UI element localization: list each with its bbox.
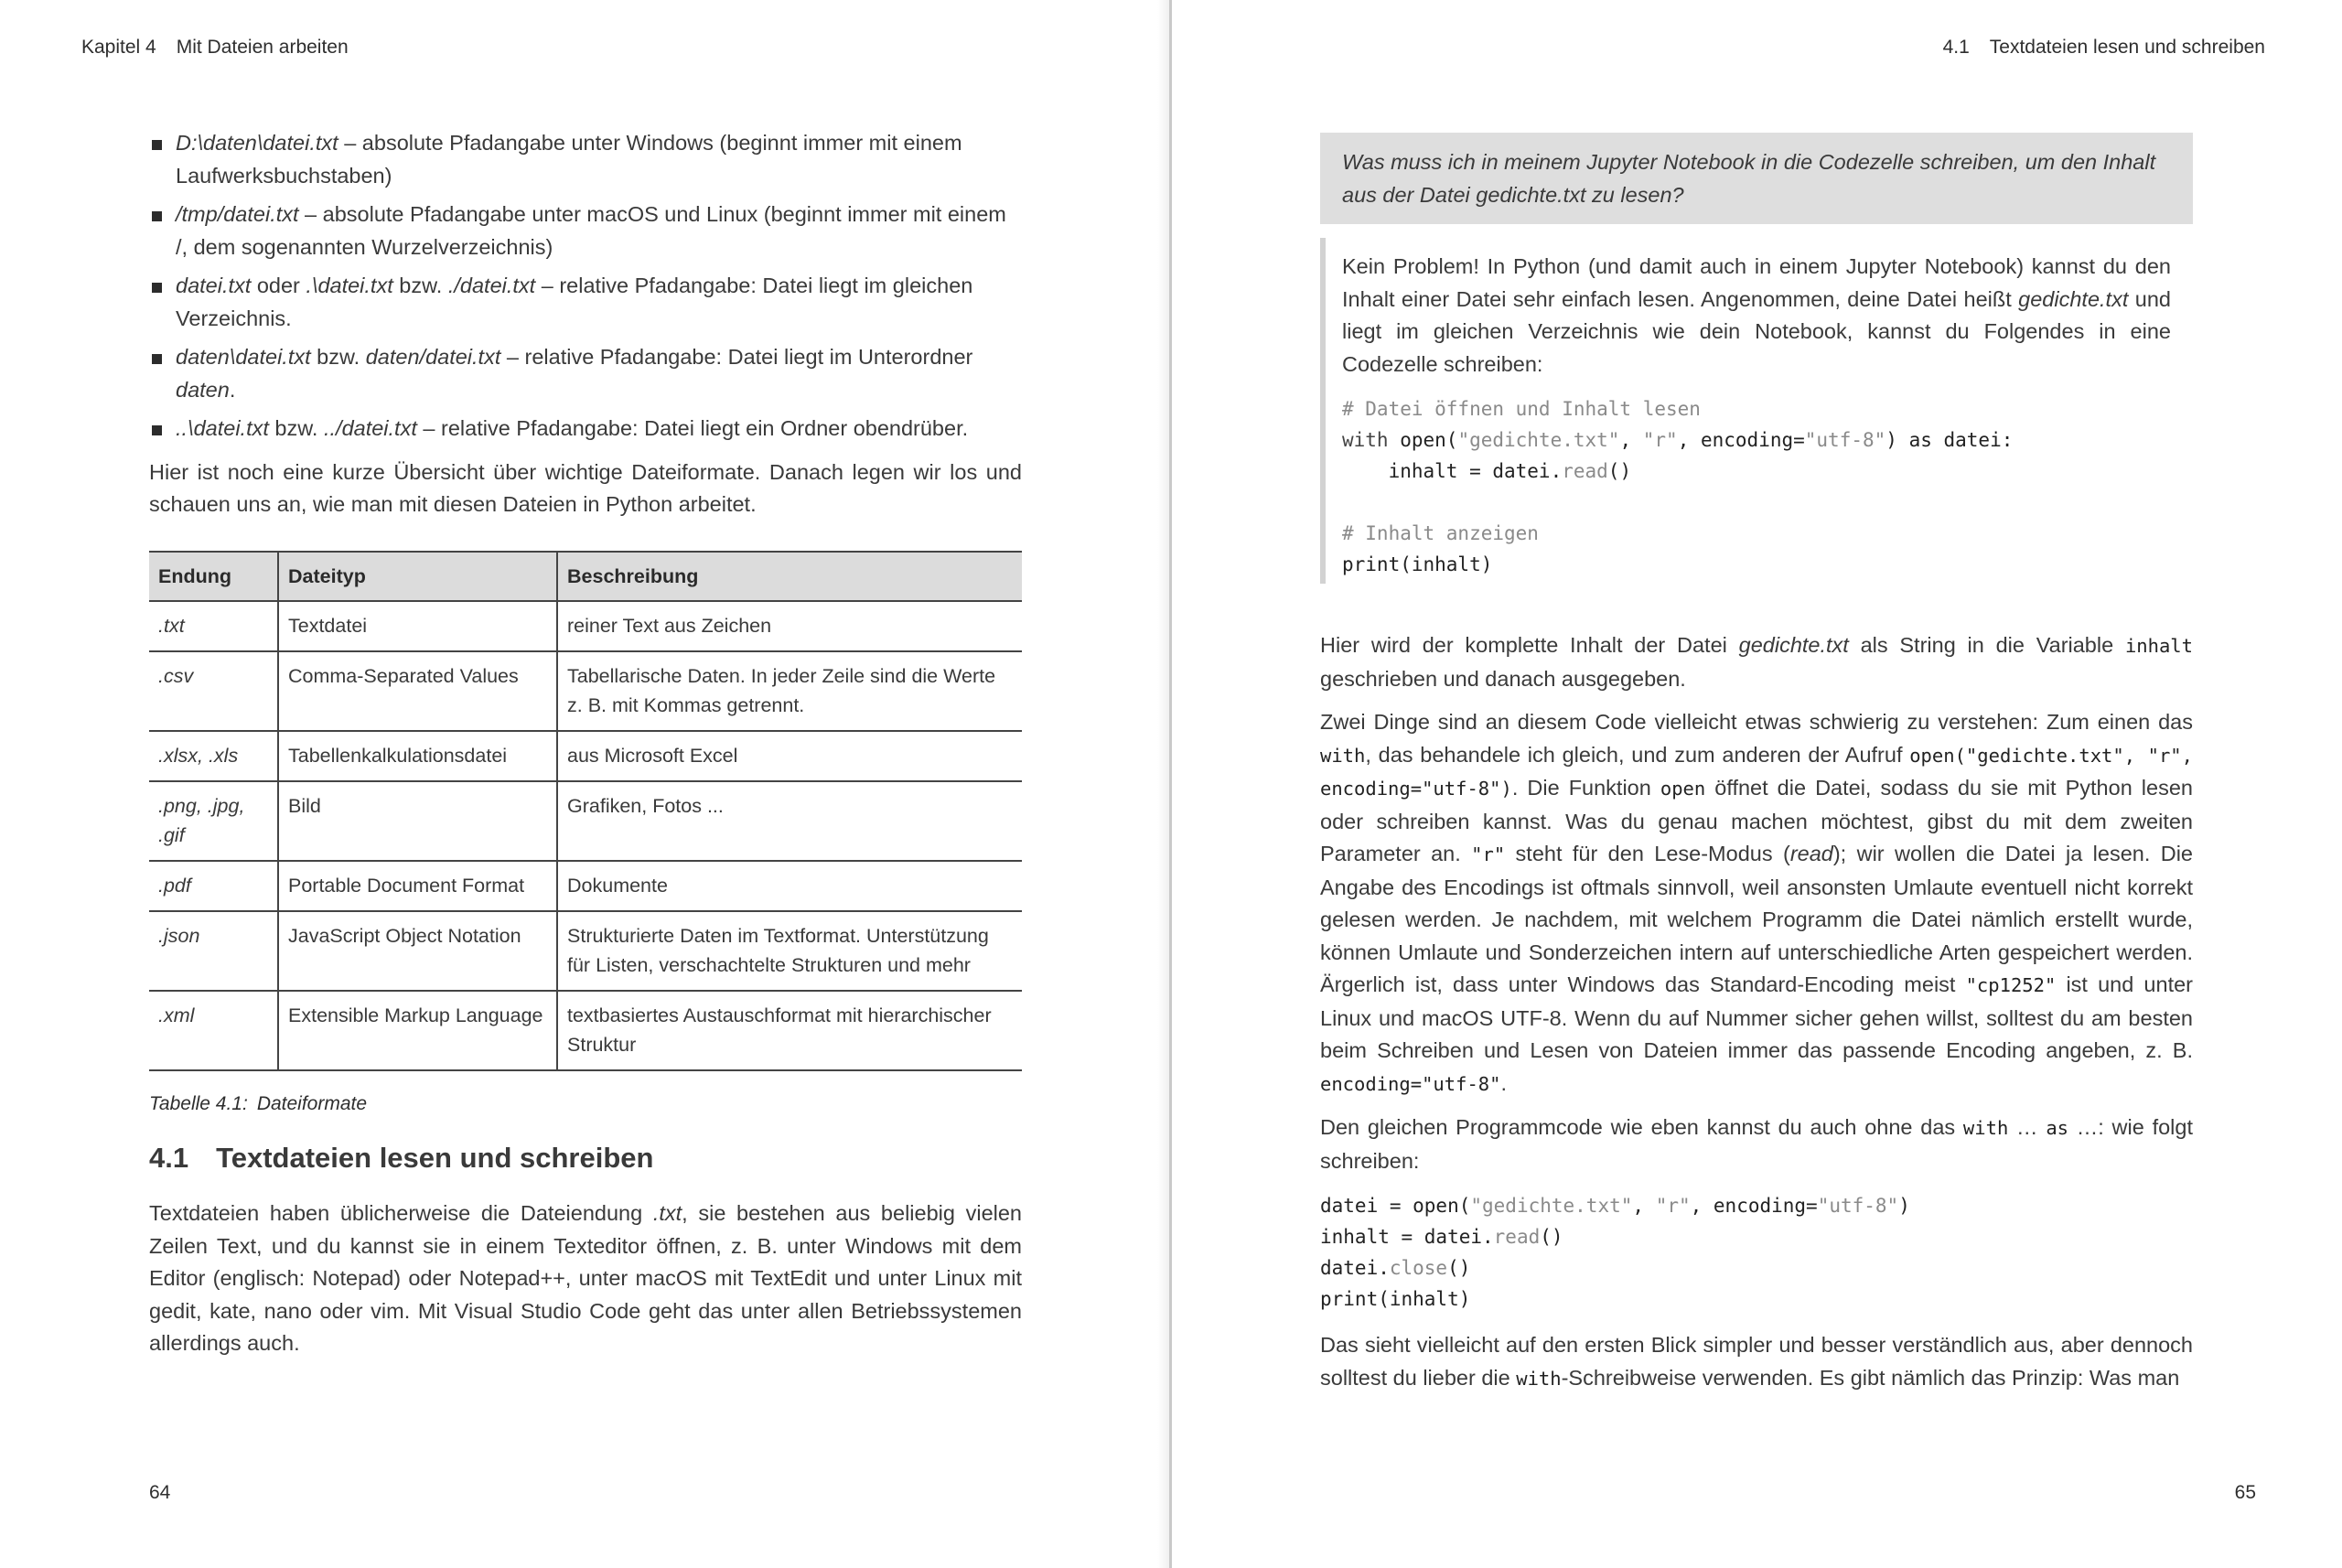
emphasis: read xyxy=(1789,842,1833,865)
bullet-square-icon xyxy=(152,140,162,150)
text-run: -Schreibweise verwenden. Es gibt nämlich das Prinzip: Was man xyxy=(1561,1365,2180,1390)
cell-description: reiner Text aus Zeichen xyxy=(557,601,1022,651)
list-item xyxy=(149,127,1022,192)
code-token: datei. xyxy=(1320,1257,1390,1279)
code-comment: # Inhalt anzeigen xyxy=(1342,522,1539,544)
question-box: Was muss ich in meinem Jupyter Notebook in die Codezelle schreiben, um den Inhalt aus der Datei gedichte.txt zu lesen? xyxy=(1320,133,2193,224)
code-method: read xyxy=(1562,460,1608,482)
text-run: als String in die Variable xyxy=(1848,633,2125,657)
path-list xyxy=(149,127,1022,446)
code-token: ) as datei: xyxy=(1885,429,2014,451)
section-number: 4.1 xyxy=(149,1142,189,1174)
column-header: Beschreibung xyxy=(557,552,1022,601)
inline-code: as xyxy=(2046,1117,2068,1139)
running-head-right xyxy=(1943,37,2265,59)
text-run: Den gleichen Programmcode wie eben kannst du auch ohne das xyxy=(1320,1115,1963,1139)
cell-description: Dokumente xyxy=(557,861,1022,911)
code-token: datei = open( xyxy=(1320,1195,1471,1217)
path-connector: bzw. xyxy=(310,345,366,369)
code-string: "gedichte.txt" xyxy=(1470,1195,1633,1217)
code-token: ) xyxy=(1898,1195,1910,1217)
code-token: print(inhalt) xyxy=(1342,553,1493,575)
file-format-table xyxy=(149,551,1022,1071)
bullet-square-icon xyxy=(152,211,162,221)
running-head-left xyxy=(81,37,349,59)
table-row xyxy=(149,991,1022,1070)
code-string: "r" xyxy=(1642,429,1678,451)
text-run: Zwei Dinge sind an diesem Code vielleicht etwas schwierig zu verstehen: Zum einen das xyxy=(1320,710,2193,734)
paragraph xyxy=(1320,1329,2193,1395)
code-token: , xyxy=(1619,429,1643,451)
inline-code: open xyxy=(1660,778,1706,800)
right-page xyxy=(1172,0,2342,1568)
cell-extension: .csv xyxy=(149,651,278,731)
code-token: inhalt = datei. xyxy=(1320,1226,1494,1248)
caption-text: Dateiformate xyxy=(256,1093,368,1114)
code-keyword: with xyxy=(1342,429,1389,451)
paragraph xyxy=(1320,629,2193,695)
code-token: , encoding= xyxy=(1677,429,1805,451)
text-run: und liegt im gleichen Verzeichnis wie dein Notebook, kannst du Folgendes in eine Codezelle schreiben: xyxy=(1342,286,2171,376)
path-example: .\datei.txt xyxy=(306,274,393,297)
cell-extension: .json xyxy=(149,911,278,991)
list-item xyxy=(149,199,1022,263)
list-item xyxy=(149,341,1022,406)
chapter-title: Mit Dateien arbeiten xyxy=(176,37,349,58)
code-comment: # Datei öffnen und Inhalt lesen xyxy=(1342,398,1701,420)
path-connector: bzw. xyxy=(268,416,324,440)
answer-paragraph xyxy=(1342,251,2193,381)
code-token: () xyxy=(1447,1257,1471,1279)
table-row xyxy=(149,861,1022,911)
inline-code: open("gedichte.txt", "r", encoding="utf-8") xyxy=(1320,744,2193,800)
bullet-square-icon xyxy=(152,354,162,364)
text-run: , sie bestehen aus beliebig vielen Zeilen Text, und du kannst sie in einem Texteditor öffnen, z. B. unter Windows mit dem Editor (englisch: Notepad) oder Notepad++, unter macOS mit TextEdit und unter Linux mit gedit, kate, nano oder vim. Mit Visual Studio Code geht das unter allen Betriebssystemen allerdings auch. xyxy=(149,1201,1022,1355)
text-run: Kein Problem! In Python (und damit auch in einem Jupyter Notebook) kannst du den Inhalt einer Datei sehr einfach lesen. Angenommen, deine Datei heißt xyxy=(1342,254,2171,311)
code-token: , xyxy=(1632,1195,1656,1217)
cell-extension: .png, .jpg, .gif xyxy=(149,781,278,861)
file-format-table-block xyxy=(149,551,1022,1115)
inline-code: encoding="utf-8" xyxy=(1320,1072,1501,1095)
path-example: ./datei.txt xyxy=(447,274,536,297)
path-example: datei.txt xyxy=(176,274,252,297)
cell-extension: .txt xyxy=(149,601,278,651)
left-page xyxy=(0,0,1169,1568)
cell-description: textbasiertes Austauschformat mit hierarchischer Struktur xyxy=(557,991,1022,1070)
path-example: daten\datei.txt xyxy=(176,345,311,369)
column-header: Endung xyxy=(149,552,278,601)
code-method: read xyxy=(1493,1226,1541,1248)
inline-code: inhalt xyxy=(2124,635,2193,657)
cell-extension: .xml xyxy=(149,991,278,1070)
page-number-right: 65 xyxy=(2234,1482,2256,1503)
path-example: daten/datei.txt xyxy=(365,345,501,369)
table-caption xyxy=(149,1093,1022,1115)
cell-filetype: Comma-Separated Values xyxy=(278,651,557,731)
answer-box xyxy=(1320,238,2193,584)
inline-code: "r" xyxy=(1471,843,1506,865)
path-description: – absolute Pfadangabe unter Windows (beginnt immer mit einem Laufwerksbuchstaben) xyxy=(176,131,962,188)
qa-block xyxy=(1320,133,2193,584)
path-example: /tmp/datei.txt xyxy=(176,202,299,226)
code-token: open( xyxy=(1388,429,1458,451)
bullet-square-icon xyxy=(152,425,162,435)
code-method: close xyxy=(1389,1257,1448,1279)
cell-filetype: Bild xyxy=(278,781,557,861)
caption-label: Tabelle 4.1: xyxy=(149,1093,248,1114)
file-name: gedichte.txt xyxy=(2018,286,2129,311)
table-row xyxy=(149,651,1022,731)
text-run: wie folgt schreiben: xyxy=(1320,1115,2193,1173)
text-run: Textdateien haben üblicherweise die Dateiendung xyxy=(149,1201,653,1225)
text-run: geschrieben und danach ausgegeben. xyxy=(1320,666,1686,691)
path-example: ../datei.txt xyxy=(323,416,417,440)
table-header-row xyxy=(149,552,1022,601)
text-run: , das behandele ich gleich, und zum anderen der Aufruf xyxy=(1365,742,1910,767)
path-description: . xyxy=(229,377,236,402)
cell-description: Tabellarische Daten. In jeder Zeile sind die Werte z. B. mit Kommas getrennt. xyxy=(557,651,1022,731)
right-body xyxy=(1320,629,2193,1406)
text-run: … xyxy=(2008,1115,2047,1139)
table-row xyxy=(149,781,1022,861)
text-run: steht für den Lese-Modus ( xyxy=(1505,842,1790,865)
code-string: "gedichte.txt" xyxy=(1457,429,1620,451)
inline-code: with xyxy=(1962,1117,2009,1139)
code-token: () xyxy=(1607,460,1632,482)
path-connector: oder xyxy=(251,274,306,297)
cell-filetype: JavaScript Object Notation xyxy=(278,911,557,991)
cell-description: aus Microsoft Excel xyxy=(557,731,1022,781)
path-description: – relative Pfadangabe: Datei liegt im gleichen Verzeichnis. xyxy=(176,274,973,330)
path-example: D:\daten\datei.txt xyxy=(176,131,338,155)
code-token: () xyxy=(1540,1226,1563,1248)
paragraph xyxy=(1320,1112,2193,1177)
text-run: öffnet die Datei, sodass du sie mit Python lesen oder schreiben kannst. Was du genau machen möchtest, gibst du mit dem zweiten Parameter an. xyxy=(1320,776,2193,865)
chapter-label: Kapitel 4 xyxy=(81,37,156,58)
page-fold-shadow xyxy=(1157,0,1169,1568)
text-run: . Die Funktion xyxy=(1511,776,1660,800)
code-string: "utf-8" xyxy=(1804,429,1886,451)
text-run: Das sieht vielleicht auf den ersten Blick simpler und besser verständlich aus, aber dennoch solltest du lieber die xyxy=(1320,1333,2193,1390)
code-token: print(inhalt) xyxy=(1320,1288,1471,1310)
cell-filetype: Portable Document Format xyxy=(278,861,557,911)
column-header: Dateityp xyxy=(278,552,557,601)
path-description: – relative Pfadangabe: Datei liegt ein Ordner obendrüber. xyxy=(416,416,969,440)
text-run: …: xyxy=(2068,1115,2104,1139)
file-extension: .txt xyxy=(652,1201,682,1225)
code-token: , encoding= xyxy=(1690,1195,1818,1217)
section-title: Textdateien lesen und schreiben xyxy=(1989,37,2265,58)
path-connector: bzw. xyxy=(392,274,448,297)
file-name: gedichte.txt xyxy=(1738,633,1849,657)
cell-filetype: Extensible Markup Language xyxy=(278,991,557,1070)
code-example-with xyxy=(1342,393,2193,580)
bullet-square-icon xyxy=(152,283,162,293)
text-run: Hier wird der komplette Inhalt der Datei xyxy=(1320,633,1739,657)
path-description: – absolute Pfadangabe unter macOS und Linux (beginnt immer mit einem /, dem sogenannten Wurzelverzeichnis) xyxy=(176,202,1006,259)
code-example-plain xyxy=(1320,1190,2193,1315)
list-item xyxy=(149,413,1022,446)
list-item xyxy=(149,270,1022,335)
section-body xyxy=(149,1197,1022,1371)
table-row xyxy=(149,731,1022,781)
section-heading xyxy=(149,1142,653,1175)
section-number: 4.1 xyxy=(1942,37,1970,58)
section-paragraph xyxy=(149,1197,1022,1360)
path-example: daten xyxy=(176,377,230,402)
cell-filetype: Textdatei xyxy=(278,601,557,651)
cell-filetype: Tabellenkalkulationsdatei xyxy=(278,731,557,781)
cell-description: Strukturierte Daten im Textformat. Unterstützung für Listen, verschachtelte Strukturen und mehr xyxy=(557,911,1022,991)
intro-paragraph: Hier ist noch eine kurze Übersicht über wichtige Dateiformate. Danach legen wir los und schauen uns an, wie man mit diesen Dateien in Python arbeitet. xyxy=(149,459,1022,516)
path-list-block xyxy=(149,127,1022,532)
path-description: – relative Pfadangabe: Datei liegt im Unterordner xyxy=(500,345,973,369)
table-row xyxy=(149,911,1022,991)
inline-code: with xyxy=(1516,1367,1562,1390)
text-run: ); wir wollen die Datei ja lesen. Die Angabe des Encodings ist oftmals sinnvoll, weil ansonsten Umlaute eventuell nicht korrekt gelesen werden. Je nachdem, mit welchem Programm die Datei nämlich erstellt wurde, können Umlaute und Sonderzeichen intern auf unterschiedliche Arten gespeichert werden. Ärgerlich ist, dass unter Windows das Standard-Encoding meist xyxy=(1320,842,2193,996)
code-string: "utf-8" xyxy=(1817,1195,1899,1217)
section-title: Textdateien lesen und schreiben xyxy=(216,1142,654,1174)
paragraph xyxy=(1320,706,2193,1101)
path-example: ..\datei.txt xyxy=(176,416,269,440)
text-run: ist und unter Linux und macOS UTF-8. Wenn du auf Nummer sicher gehen willst, solltest du am besten beim Schreiben und Lesen von Dateien immer das passende Encoding angeben, z. B. xyxy=(1320,972,2193,1062)
page-number-left: 64 xyxy=(149,1482,171,1503)
cell-description: Grafiken, Fotos ... xyxy=(557,781,1022,861)
code-token: inhalt = datei. xyxy=(1342,460,1563,482)
text-run: . xyxy=(1500,1070,1508,1095)
inline-code: "cp1252" xyxy=(1965,974,2057,996)
cell-extension: .pdf xyxy=(149,861,278,911)
table-row xyxy=(149,601,1022,651)
cell-extension: .xlsx, .xls xyxy=(149,731,278,781)
code-string: "r" xyxy=(1655,1195,1691,1217)
inline-code: with xyxy=(1320,744,1366,767)
